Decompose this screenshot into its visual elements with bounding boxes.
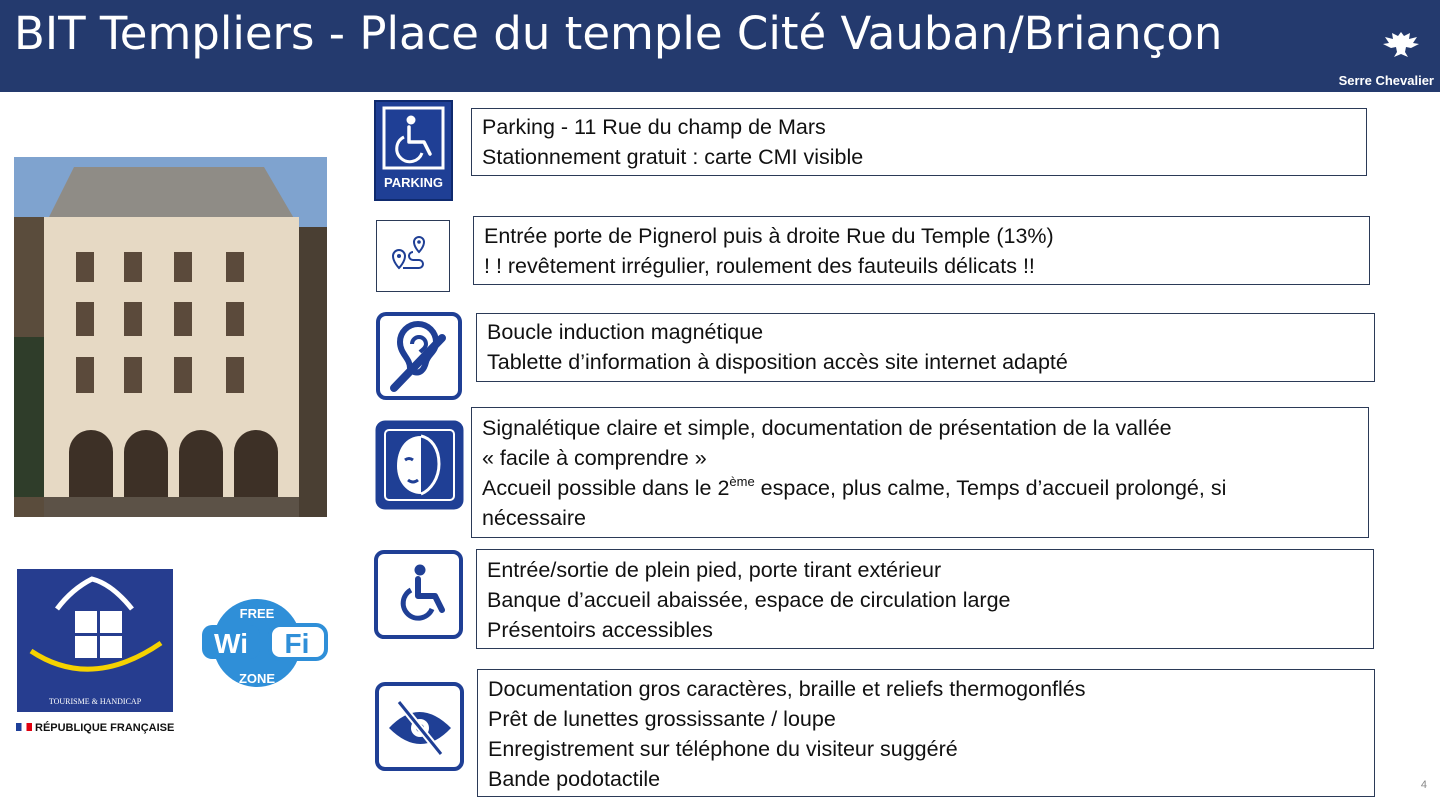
mental-disability-face-icon — [375, 420, 464, 510]
info-box-mental — [471, 407, 1369, 538]
wifi-fi-text: Fi — [284, 628, 310, 659]
wifi-free-text: FREE — [239, 606, 275, 621]
visual-line-3: Enregistrement sur téléphone du visiteur suggéré — [488, 737, 958, 761]
visual-line-2: Prêt de lunettes grossissante / loupe — [488, 707, 836, 731]
route-pin-icon — [376, 220, 450, 292]
hearing-line-2: Tablette d’information à disposition accès site internet adapté — [487, 350, 1068, 374]
wifi-zone-text: ZONE — [238, 671, 276, 686]
mental-line-2: « facile à comprendre » — [482, 446, 707, 470]
mobility-line-3: Présentoirs accessibles — [487, 618, 713, 642]
republique-text: RÉPUBLIQUE FRANÇAISE — [35, 722, 175, 734]
visual-line-4: Bande podotactile — [488, 767, 661, 791]
visual-impairment-eye-icon — [375, 682, 464, 771]
mental-line-3b: espace, plus calme, Temps d’accueil prolongé, si — [754, 476, 1227, 500]
route-line-1: Entrée porte de Pignerol puis à droite Rue du Temple (13%) — [484, 224, 1054, 248]
eagle-icon — [1382, 30, 1420, 58]
visual-line-1: Documentation gros caractères, braille et reliefs thermogonflés — [488, 677, 1086, 701]
info-box-visual — [477, 669, 1375, 797]
page-number: 4 — [1420, 779, 1427, 791]
mental-line-4: nécessaire — [482, 506, 586, 530]
brand-name: Serre Chevalier — [1338, 73, 1434, 88]
mental-line-1: Signalétique claire et simple, documentation de présentation de la vallée — [482, 416, 1172, 440]
building-photo — [14, 157, 327, 517]
info-box-mobility — [476, 549, 1374, 649]
info-box-hearing — [476, 313, 1375, 382]
hearing-line-1: Boucle induction magnétique — [487, 320, 764, 344]
free-wifi-zone-logo — [200, 597, 328, 691]
wheelchair-icon — [374, 550, 463, 639]
mental-line-3 — [482, 473, 1358, 503]
page-title: BIT Templiers - Place du temple Cité Vauban/Briançon — [14, 7, 1223, 60]
title-banner — [0, 0, 1440, 92]
tourisme-handicap-label: TOURISME & HANDICAP — [48, 697, 142, 706]
hearing-loop-icon — [376, 312, 462, 400]
parking-line-2: Stationnement gratuit : carte CMI visible — [482, 145, 864, 169]
french-flag-icon — [16, 723, 32, 731]
mobility-line-2: Banque d’accueil abaissée, espace de circulation large — [487, 588, 1011, 612]
republique-francaise-label — [16, 722, 174, 734]
mobility-line-1: Entrée/sortie de plein pied, porte tirant extérieur — [487, 558, 942, 582]
tourisme-handicap-logo — [17, 569, 173, 712]
info-box-parking — [471, 108, 1367, 176]
parking-label: PARKING — [384, 175, 443, 190]
info-box-access-route — [473, 216, 1370, 285]
serre-chevalier-logo — [1304, 30, 1434, 90]
parking-wheelchair-icon — [374, 100, 453, 201]
mental-line-3a: Accueil possible dans le 2 — [482, 476, 730, 500]
wifi-wi-text: Wi — [214, 628, 248, 659]
parking-line-1: Parking - 11 Rue du champ de Mars — [482, 115, 826, 139]
route-line-2: ! ! revêtement irrégulier, roulement des fauteuils délicats !! — [484, 254, 1035, 278]
ordinal-sup: ème — [729, 474, 755, 489]
